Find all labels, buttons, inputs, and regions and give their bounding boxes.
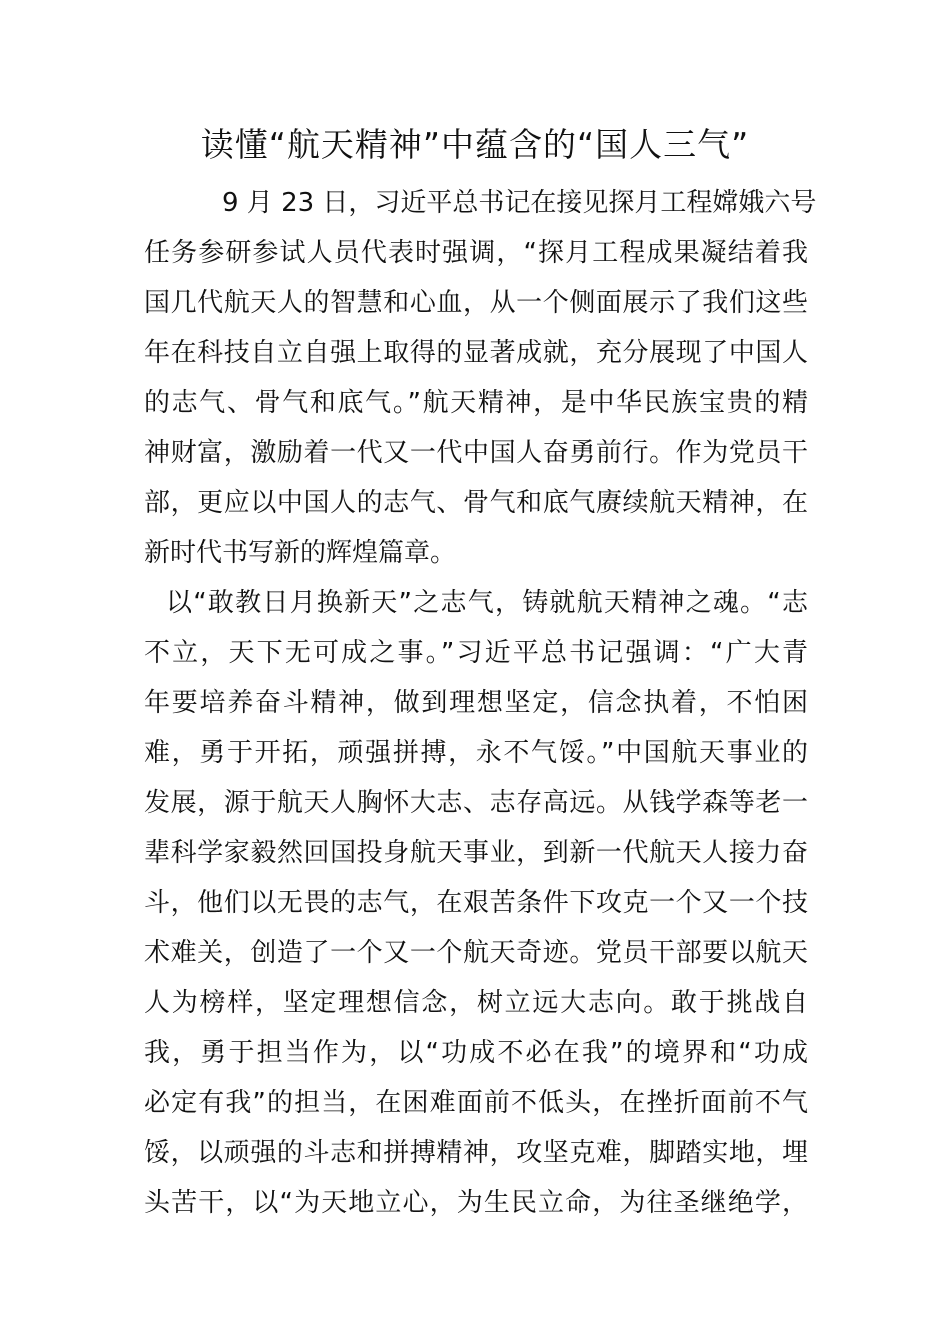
paragraph-line: 年在科技自立自强上取得的显著成就，充分展现了中国人 <box>144 338 808 368</box>
paragraph-line: 新时代书写新的辉煌篇章。 <box>144 538 457 568</box>
paragraph-line: 国几代航天人的智慧和心血，从一个侧面展示了我们这些 <box>144 288 808 318</box>
document-title: 读懂“航天精神”中蕴含的“国人三气” <box>200 125 750 164</box>
paragraph-line: 以“敢教日月换新天”之志气，铸就航天精神之魂。“志 <box>166 588 808 618</box>
paragraph-line: 术难关，创造了一个又一个航天奇迹。党员干部要以航天 <box>144 938 808 968</box>
paragraph-line: 头苦干，以“为天地立心，为生民立命，为往圣继绝学， <box>144 1188 808 1218</box>
paragraph-line: 辈科学家毅然回国投身航天事业，到新一代航天人接力奋 <box>144 838 808 868</box>
paragraph-line: 神财富，激励着一代又一代中国人奋勇前行。作为党员干 <box>144 438 808 468</box>
paragraph-2 <box>144 578 808 1228</box>
paragraph-line: 人为榜样，坚定理想信念，树立远大志向。敢于挑战自 <box>144 988 808 1018</box>
paragraph-line: 任务参研参试人员代表时强调，“探月工程成果凝结着我 <box>144 238 808 268</box>
paragraph-line: 难，勇于开拓，顽强拼搏，永不气馁。”中国航天事业的 <box>144 738 808 768</box>
paragraph-line: 部，更应以中国人的志气、骨气和底气赓续航天精神，在 <box>144 488 808 518</box>
paragraph-line: 我，勇于担当作为，以“功成不必在我”的境界和“功成 <box>144 1038 808 1068</box>
paragraph-line: 发展，源于航天人胸怀大志、志存高远。从钱学森等老一 <box>144 788 808 818</box>
paragraph-1 <box>144 178 817 578</box>
paragraph-line: 的志气、骨气和底气。”航天精神，是中华民族宝贵的精 <box>144 388 808 418</box>
paragraph-line: 9 月 23 日，习近平总书记在接见探月工程嫦娥六号 <box>222 188 817 218</box>
paragraph-line: 不立，天下无可成之事。”习近平总书记强调：“广大青 <box>144 638 808 668</box>
paragraph-line: 馁，以顽强的斗志和拼搏精神，攻坚克难，脚踏实地，埋 <box>144 1138 808 1168</box>
document-body <box>144 178 817 1228</box>
paragraph-line: 年要培养奋斗精神，做到理想坚定，信念执着，不怕困 <box>144 688 808 718</box>
paragraph-line: 必定有我”的担当，在困难面前不低头，在挫折面前不气 <box>144 1088 808 1118</box>
paragraph-line: 斗，他们以无畏的志气，在艰苦条件下攻克一个又一个技 <box>144 888 808 918</box>
